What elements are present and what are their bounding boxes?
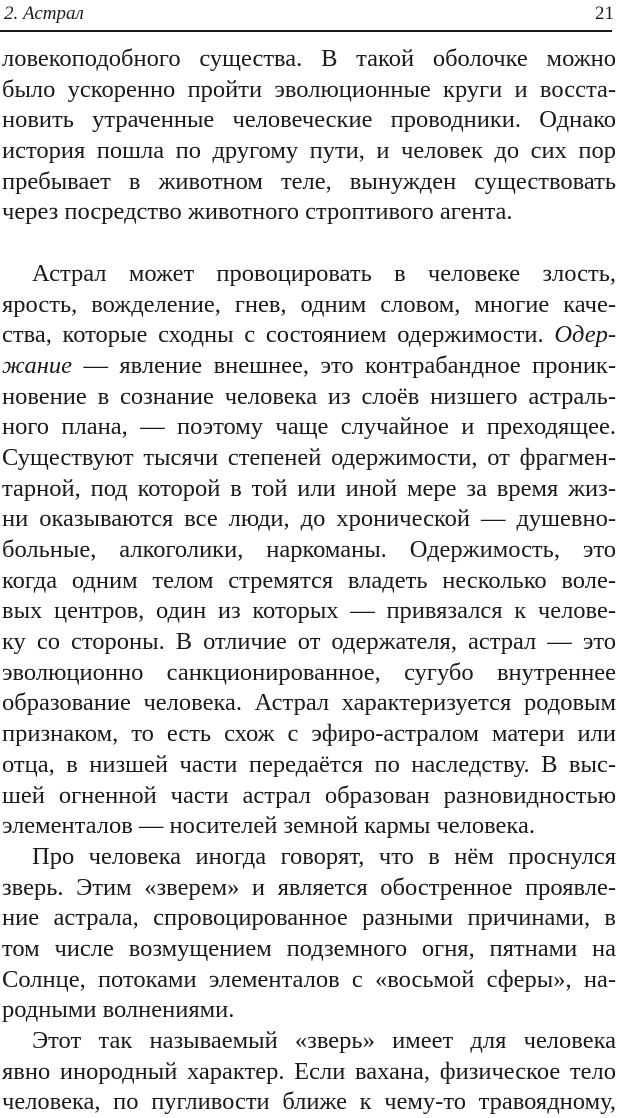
body-text: [2, 44, 616, 1118]
text-run: — явление внешнее, это контрабандное проник-: [72, 351, 616, 379]
text-line: Этот так называемый «зверь» имеет для человека: [32, 1027, 616, 1054]
text-line: элементалов — носителей земной кармы человека.: [2, 812, 535, 840]
text-line: признаком, то есть схож с эфиро-астралом матери или: [2, 720, 616, 748]
paragraph-gap: [2, 228, 616, 259]
text-run: ства, которые сходны с состоянием одержимости.: [2, 321, 555, 349]
text-line: эволюционно санкционированное, сугубо внутреннее: [2, 658, 616, 686]
paragraph-2: [2, 259, 616, 842]
paragraph-1: [2, 44, 616, 228]
text-line: родными волнениями.: [2, 996, 235, 1024]
text-line: ние астрала, спровоцированное разными причинами, в: [2, 904, 616, 932]
text-line: Астрал может провоцировать в человеке злость,: [32, 259, 616, 287]
text-line: ярость, вожделение, гнев, одним словом, многие каче-: [2, 290, 616, 318]
text-line: вых центров, один из которых — привязался к челове-: [2, 597, 616, 625]
text-line: зверь. Этим «зверем» и является обостренное проявле-: [2, 873, 616, 901]
text-line: [2, 320, 616, 351]
text-line: ку со стороны. В отличие от одержателя, астрал — это: [2, 628, 616, 656]
text-line: образование человека. Астрал характеризуется родовым: [2, 689, 616, 717]
text-line: когда одним телом стремятся владеть несколько воле-: [2, 566, 616, 594]
text-line: Про человека иногда говорят, что в нём проснулся: [32, 842, 616, 870]
text-line: явно инородный характер. Если вахана, физическое тело: [2, 1057, 616, 1085]
text-line: ни оказываются все люди, до хронической — душевно-: [2, 505, 616, 533]
text-line: Существуют тысячи степеней одержимости, от фрагмен-: [2, 443, 616, 471]
text-line: отца, в низшей части передаётся по наследству. В выс-: [2, 750, 616, 778]
page-header: [4, 0, 614, 28]
paragraph-3: [2, 842, 616, 1026]
running-head: 2. Астрал: [4, 3, 84, 24]
text-line: ловекоподобного существа. В такой оболочке можно: [2, 45, 616, 72]
text-line: больные, алкоголики, наркоманы. Одержимость, это: [2, 536, 616, 563]
text-line: человека, по пугливости ближе к чему-то травоядному,: [2, 1088, 616, 1116]
text-line: было ускоренно пройти эволюционные круги и восста-: [2, 75, 616, 103]
text-line: Солнце, потоками элементалов с «восьмой сферы», на-: [2, 965, 616, 993]
italic-term: жание: [2, 351, 72, 379]
text-line: шей огненной части астрал образован разновидностью: [2, 781, 616, 809]
italic-term: Одер-: [554, 321, 616, 349]
text-line: пребывает в животном теле, вынужден существовать: [2, 167, 616, 195]
text-line: том числе возмущением подземного огня, пятнами на: [2, 934, 616, 962]
text-line: тарной, под которой в той или иной мере за время жиз-: [2, 474, 616, 502]
text-line: через посредство животного строптивого агента.: [2, 198, 513, 226]
text-line: [2, 351, 616, 382]
text-line: новение в сознание человека из слоёв низшего астраль-: [2, 382, 616, 410]
text-line: история пошла по другому пути, и человек до сих пор: [2, 137, 616, 165]
text-line: ного плана, — поэтому чаще случайное и преходящее.: [2, 413, 616, 441]
page-number: 21: [595, 3, 614, 24]
paragraph-4: [2, 1026, 616, 1118]
header-rule: [0, 30, 612, 32]
text-line: новить утраченные человеческие проводники. Однако: [2, 106, 616, 134]
